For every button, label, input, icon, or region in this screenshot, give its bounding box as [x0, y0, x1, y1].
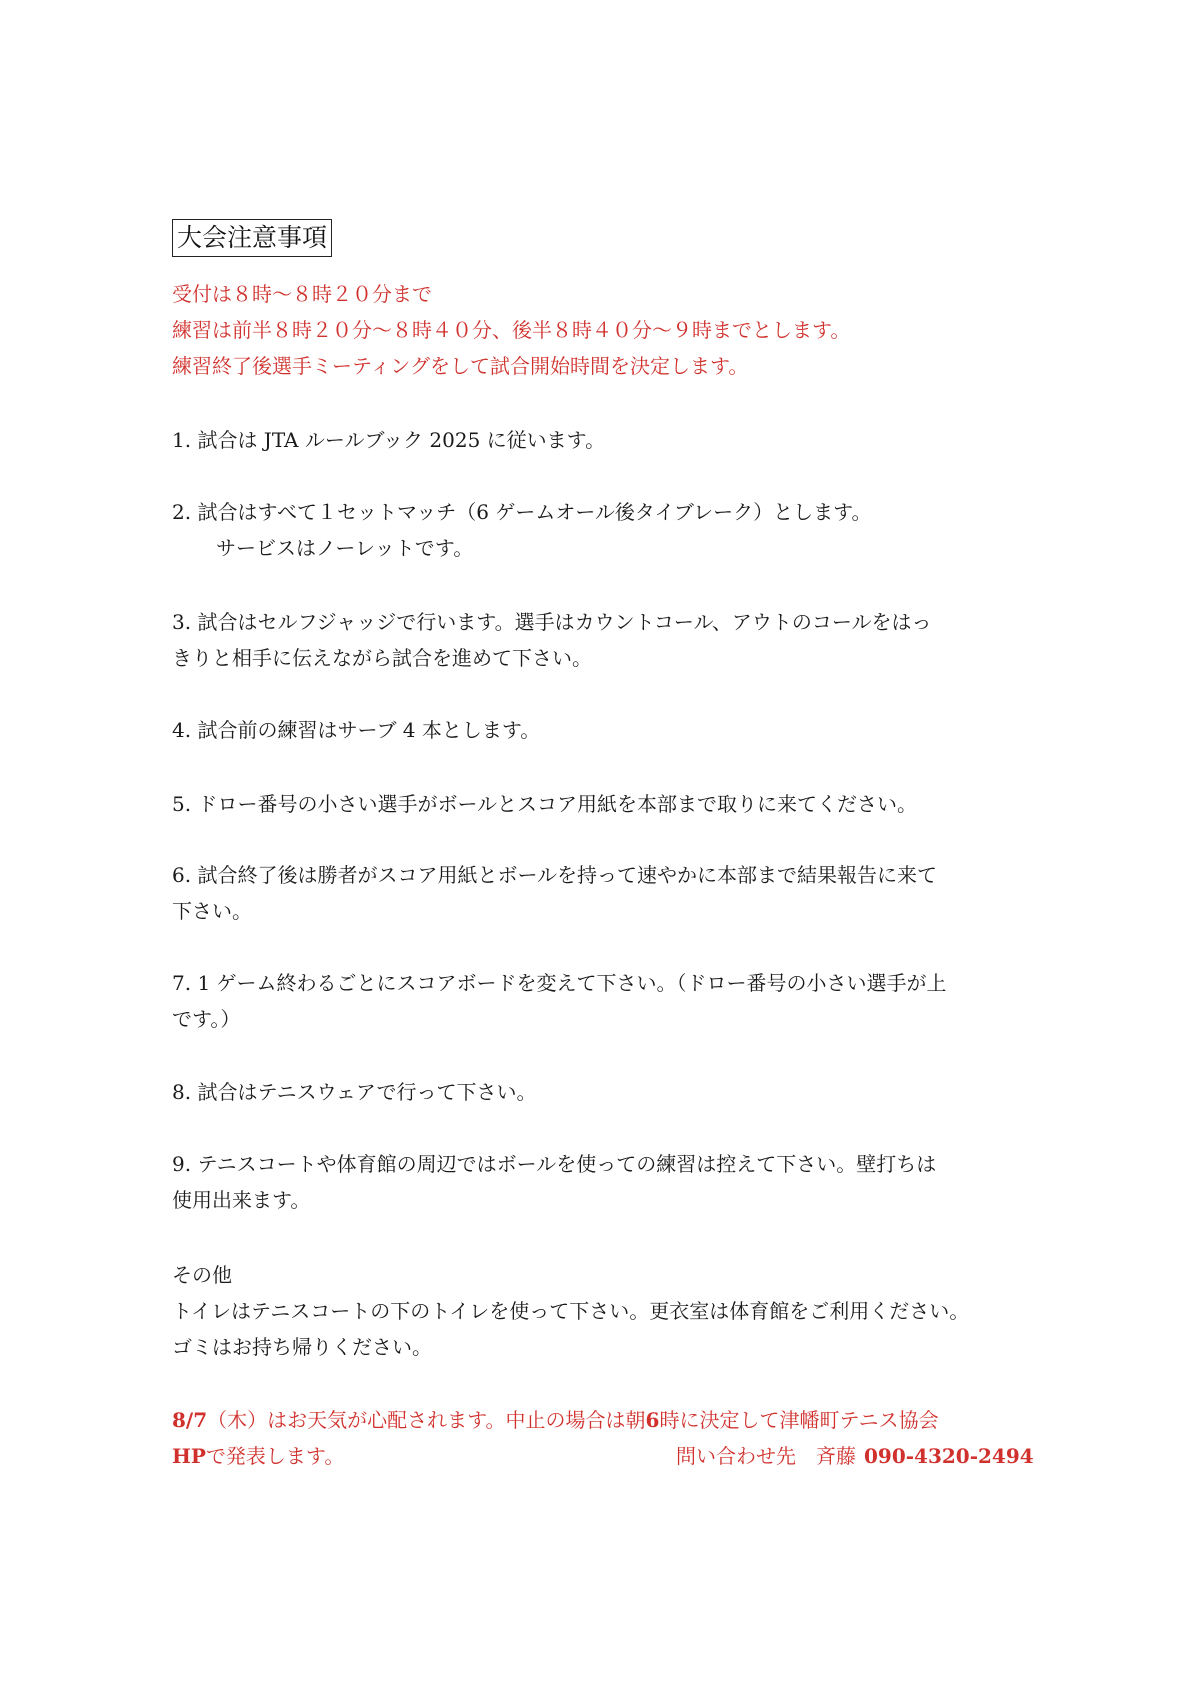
rule-4: 4. 試合前の練習はサーブ 4 本とします。: [172, 718, 541, 742]
rule-9: 9. テニスコートや体育館の周辺ではボールを使っての練習は控えて下さい。壁打ちは: [172, 1152, 937, 1176]
weather-notice-line-1: [172, 1402, 939, 1438]
rule-7: 7. 1 ゲーム終わるごとにスコアボードを変えて下さい。（ドロー番号の小さい選手が上: [172, 971, 947, 995]
notice-date: 8/7: [172, 1408, 208, 1432]
rule-7-continuation: です。）: [172, 1007, 241, 1031]
rule-2: 2. 試合はすべて１セットマッチ（6 ゲームオール後タイブレーク）とします。: [172, 500, 872, 524]
contact-label: 問い合わせ先 斉藤: [676, 1444, 856, 1468]
practice-time-note: 練習は前半８時２０分～８時４０分、後半８時４０分～９時までとします。: [172, 318, 851, 342]
other-toilet-note: トイレはテニスコートの下のトイレを使って下さい。更衣室は体育館をご利用ください。: [172, 1299, 970, 1323]
reception-time-note: 受付は８時～８時２０分まで: [172, 282, 432, 306]
rule-5: 5. ドロー番号の小さい選手がボールとスコア用紙を本部まで取りに来てください。: [172, 792, 918, 816]
rule-6: 6. 試合終了後は勝者がスコア用紙とボールを持って速やかに本部まで結果報告に来て: [172, 863, 938, 887]
page-title: 大会注意事項: [172, 219, 332, 257]
meeting-note: 練習終了後選手ミーティングをして試合開始時間を決定します。: [172, 354, 749, 378]
other-heading: その他: [172, 1263, 232, 1287]
rule-2-continuation: サービスはノーレットです。: [216, 536, 474, 560]
rule-8: 8. 試合はテニスウェアで行って下さい。: [172, 1080, 537, 1104]
rule-3-continuation: きりと相手に伝えながら試合を進めて下さい。: [172, 646, 592, 670]
notice-hour: 6: [645, 1408, 660, 1432]
notice-text: （木）はお天気が心配されます。中止の場合は朝: [207, 1408, 646, 1432]
other-trash-note: ゴミはお持ち帰りください。: [172, 1335, 432, 1359]
contact-phone: 090-4320-2494: [864, 1444, 1034, 1468]
rule-3: 3. 試合はセルフジャッジで行います。選手はカウントコール、アウトのコールをはっ: [172, 610, 932, 634]
rule-1: 1. 試合は JTA ルールブック 2025 に従います。: [172, 428, 606, 452]
notice-announce: で発表します。: [205, 1444, 345, 1468]
rule-6-continuation: 下さい。: [172, 899, 252, 923]
weather-notice-line-2: [172, 1438, 344, 1474]
notice-hp: HP: [172, 1444, 206, 1468]
notice-text-end: 時に決定して津幡町テニス協会: [659, 1408, 939, 1432]
contact-info: [676, 1438, 1034, 1474]
rule-9-continuation: 使用出来ます。: [172, 1188, 311, 1212]
